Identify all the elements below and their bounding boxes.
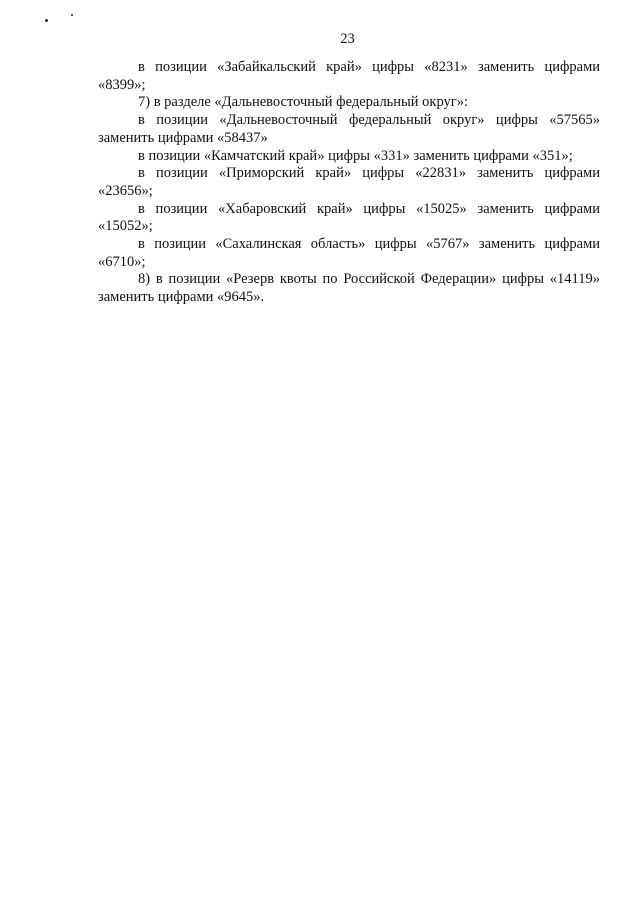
paragraph-khabarovsk: в позиции «Хабаровский край» цифры «15025» заменить цифрами «15052»; — [98, 200, 600, 235]
paragraph-sakhalin: в позиции «Сахалинская область» цифры «5767» заменить цифрами «6710»; — [98, 236, 600, 270]
paragraph-kamchatka: в позиции «Камчатский край» цифры «331» заменить цифрами «351»; — [138, 147, 573, 164]
scan-speck — [45, 19, 48, 22]
paragraph-far-eastern-district: в позиции «Дальневосточный федеральный округ» цифры «57565» заменить цифрами «58437» — [98, 112, 600, 146]
paragraph-section-7-heading: 7) в разделе «Дальневосточный федеральный округ»: — [138, 94, 469, 111]
paragraph-primorsky: в позиции «Приморский край» цифры «22831» заменить цифрами «23656»; — [98, 165, 600, 199]
paragraph-zabaikalsky: в позиции «Забайкальский край» цифры «8231» заменить цифрами «8399»; — [98, 59, 600, 93]
document-body — [98, 59, 600, 307]
paragraph-section-8-reserve: 8) в позиции «Резерв квоты по Российской Федерации» цифры «14119» заменить цифрами «9645». — [98, 271, 600, 306]
scan-speck — [71, 14, 73, 16]
page-number: 23 — [340, 31, 355, 47]
